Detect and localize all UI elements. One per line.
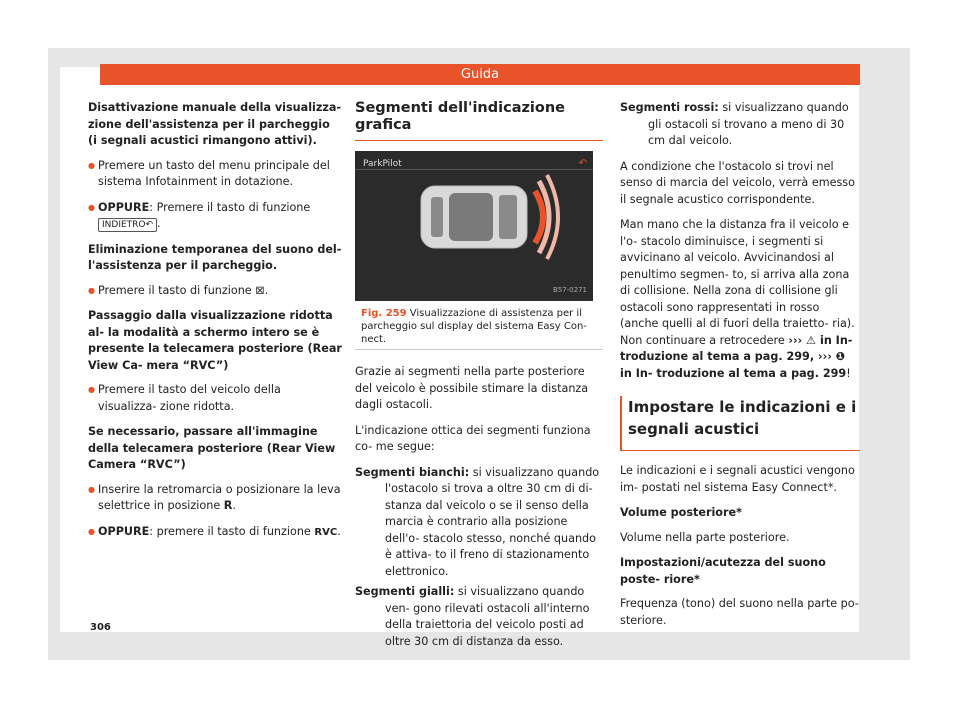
- text: !: [846, 366, 851, 380]
- label: OPPURE: [98, 200, 150, 214]
- definition-white: [355, 465, 603, 581]
- caption-text: Visualizzazione di assistenza per il parcheggio sul display del sistema Easy Con- nect.: [361, 308, 587, 345]
- bullet-item: ● Premere il tasto del veicolo della visualizza- zione ridotta.: [88, 382, 342, 415]
- page-number: 306: [90, 622, 111, 633]
- definition: si visualizzano quando l'ostacolo si trova a oltre 30 cm di di- stanza dal veicolo o se il senso della marcia è contrario alla posizione dell'o- stacolo stesso, nonché quando è attiva- to il freno di stazionamento elettronico.: [385, 465, 600, 578]
- text: : premere il tasto di funzione: [149, 524, 315, 538]
- cross-reference-link[interactable]: ››› ⚠ in In- troduzione al tema a pag. 299, ››› ❶ in In- troduzione al tema a pag. 299: [620, 333, 853, 380]
- bullet-item: ● Premere il tasto di funzione ⊠.: [88, 283, 342, 300]
- paragraph: [620, 217, 860, 382]
- definition-yellow: [355, 584, 603, 650]
- paragraph: Volume nella parte posteriore.: [620, 530, 790, 544]
- bullet-item: ● Inserire la retromarcia o posizionare la leva selettrice in posizione R.: [88, 482, 342, 515]
- title-text: Impostare le indicazioni e i segnali acustici: [628, 398, 857, 438]
- figure-code: B57-0271: [552, 285, 587, 294]
- definition-red: [620, 100, 860, 150]
- heading: Se necessario, passare all'immagine della telecamera posteriore (Rear View Camera “RVC”): [88, 425, 336, 471]
- paragraph: Grazie ai segmenti nella parte posteriore del veicolo è possibile stimare la distanza dagli ostacoli.: [355, 365, 589, 411]
- column-middle: [355, 100, 603, 659]
- section-header: Guida: [100, 64, 860, 85]
- heading: Disattivazione manuale della visualizza- zione dell'assistenza per il parcheggio (i segnali acustici rimangono attivi).: [88, 101, 342, 147]
- label: OPPURE: [98, 524, 150, 538]
- column-left: [88, 100, 342, 550]
- bullet-item: ● OPPURE: Premere il tasto di funzione INDIETRO↶ .: [88, 200, 342, 233]
- bullet-item: ● Premere un tasto del menu principale del sistema Infotainment in dotazione.: [88, 158, 342, 191]
- heading: Passaggio dalla visualizzazione ridotta al- la modalità a schermo intero se è presente la telecamera posteriore (Rear View Ca- mera “RVC”): [88, 309, 342, 372]
- definition: si visualizzano quando ven- gono rilevati ostacoli all'interno della traiettoria del veicolo posti ad oltre 30 cm di distanza da esso.: [385, 585, 590, 648]
- paragraph: A condizione che l'ostacolo si trovi nel senso di marcia del veicolo, verrà emesso il segnale acustico corrispondente.: [620, 159, 855, 206]
- text: : Premere il tasto di funzione: [149, 200, 311, 214]
- gear-r: R: [223, 499, 233, 512]
- figure-number: Fig. 259: [361, 308, 407, 319]
- paragraph: L'indicazione ottica dei segmenti funziona co- me segue:: [355, 423, 591, 453]
- back-arrow-icon: ↶: [578, 158, 587, 169]
- figure-caption: [355, 307, 603, 346]
- text: Man mano che la distanza fra il veicolo e l'o- stacolo diminuisce, i segmenti si avvicinano al veicolo. Avvicinandosi al penultimo segmen- to, si arriva alla zona di collisione. Nella zona di collisione gli ostacoli sono rappresentati in rosso (anche quelli al di fuori della traietto- ria). Non continuare a retrocedere: [620, 218, 855, 347]
- parkpilot-figure: [355, 151, 593, 301]
- text: Inserire la retromarcia o posizionare la leva selettrice in posizione: [98, 482, 341, 512]
- section-title: Segmenti dell'indicazione grafica: [355, 100, 603, 141]
- heading: Volume posteriore*: [620, 506, 742, 519]
- definition: si visualizzano quando gli ostacoli si trovano a meno di 30 cm dal veicolo.: [648, 101, 849, 147]
- rvc-key: RVC: [314, 526, 338, 538]
- section-title: [620, 396, 860, 451]
- back-key-icon: INDIETRO↶: [98, 218, 157, 232]
- term: Segmenti rossi:: [620, 101, 719, 114]
- heading: Eliminazione temporanea del suono del- l'assistenza per il parcheggio.: [88, 242, 342, 272]
- term: Segmenti gialli:: [355, 585, 455, 598]
- column-right: [620, 100, 860, 638]
- term: Segmenti bianchi:: [355, 465, 470, 479]
- car-diagram: [355, 151, 593, 301]
- paragraph: Le indicazioni e i segnali acustici vengono im- postati nel sistema Easy Connect*.: [620, 464, 855, 494]
- heading: Impostazioni/acutezza del suono poste- riore*: [620, 556, 826, 586]
- bullet-item: ● OPPURE: premere il tasto di funzione RVC.: [88, 524, 342, 542]
- figure-label: ParkPilot: [363, 159, 402, 169]
- paragraph: Frequenza (tono) del suono nella parte po- steriore.: [620, 597, 859, 627]
